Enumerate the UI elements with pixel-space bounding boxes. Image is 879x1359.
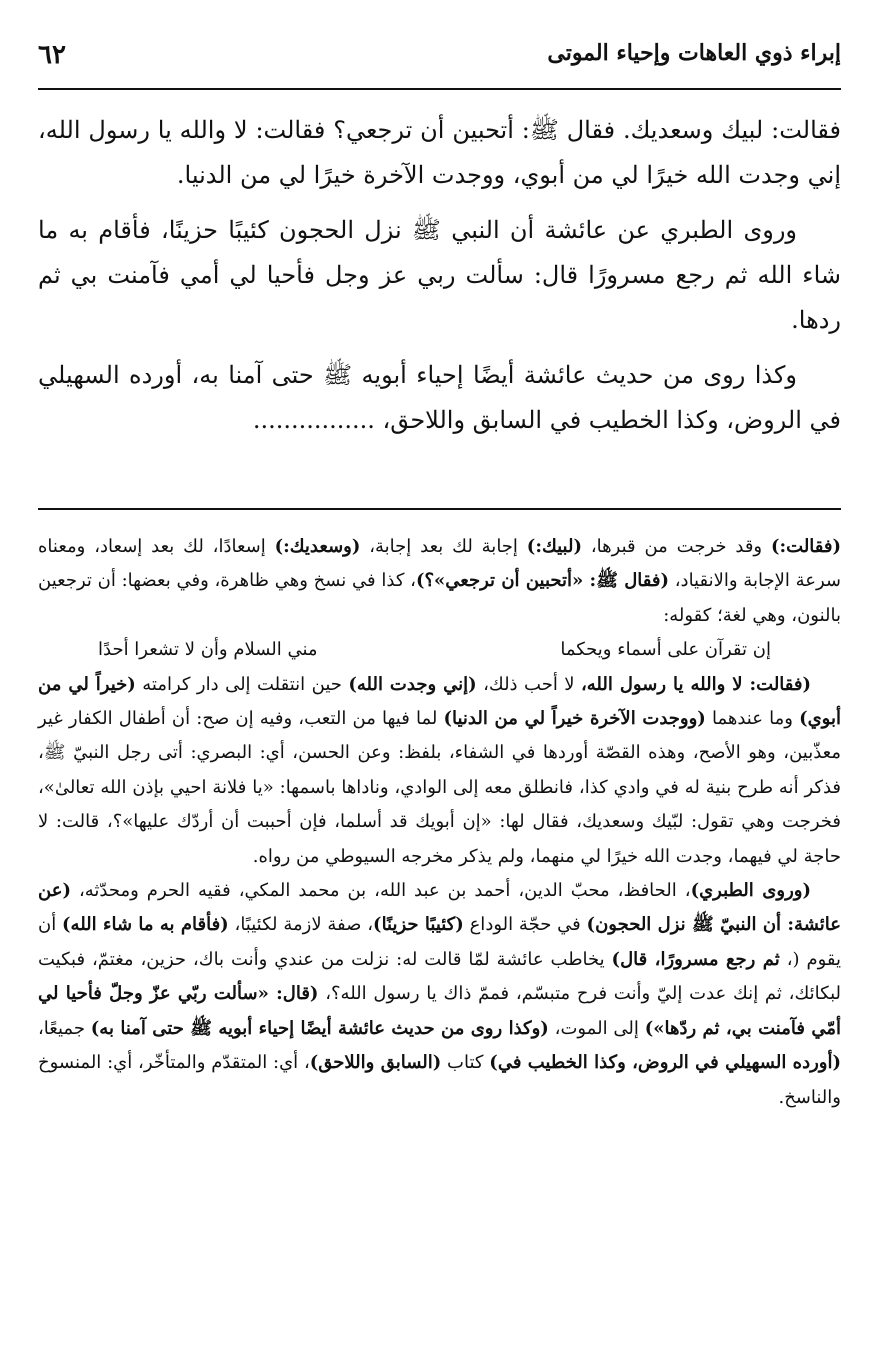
verse-first-hemistich: إن تقرآن على أسماء ويحكما — [560, 639, 771, 661]
main-paragraph-3: وكذا روى من حديث عائشة أيضًا إحياء أبويه ﷺ حتى آمنا به، أورده السهيلي في الروض، وكذا الخطيب في السابق واللاحق، ................ — [38, 361, 841, 434]
gloss: جميعًا، — [38, 1017, 91, 1039]
header-rule — [38, 88, 841, 90]
gloss: في حجّة الوداع — [463, 914, 587, 936]
running-title: إبراء ذوي العاهات وإحياء الموتى — [547, 40, 841, 66]
gloss: ، صفة لازمة لكئيبًا، — [228, 914, 374, 936]
lemma: (فأقام به ما شاء الله) — [62, 914, 229, 936]
commentary-paragraph-3 — [38, 874, 841, 1115]
gloss: إسعادًا، لك بعد إسعاد، ومعناه سرعة الإجابة والانقياد، — [38, 536, 841, 592]
lemma: (فقالت: لا والله يا رسول الله، — [580, 673, 812, 695]
gloss: حين انتقلت إلى دار كرامته — [135, 673, 349, 695]
lemma: (السابق واللاحق) — [309, 1052, 442, 1074]
gloss: يخاطب عائشة لمّا قالت له: نزلت من عندي وأنت باك، حزين، مغتمّ، فبكيت لبكائك، ثم إنك عدت إليّ وأنت فرح متبسّم، فممّ ذاك يا رسول الله؟، — [38, 948, 841, 1005]
gloss: ، الحافظ، محبّ الدين، أحمد بن عبد الله، بن محمد المكي، فقيه الحرم ومحدّثه، — [70, 880, 691, 902]
gloss: وما عندهما — [705, 708, 800, 730]
lemma: (فقالت:) — [770, 536, 842, 557]
lemma: (كئيبًا حزينًا) — [373, 914, 464, 936]
commentary-paragraph-1 — [38, 530, 841, 633]
footnote-separator — [38, 508, 841, 510]
gloss: وقد خرجت من قبرها، — [582, 536, 771, 557]
lemma: (إني وجدت الله) — [348, 673, 477, 695]
gloss: ، أي: المتقدّم والمتأخّر، أي: المنسوخ والناسخ. — [38, 1052, 841, 1108]
page-number: ٦٢ — [38, 40, 66, 70]
main-paragraph-1: فقالت: لبيك وسعديك. فقال ﷺ: أتحبين أن ترجعي؟ فقالت: لا والله يا رسول الله، إني وجدت الله خيرًا لي من أبوي، ووجدت الآخرة خيرًا لي من الدنيا. — [38, 116, 841, 189]
main-text — [38, 108, 841, 453]
lemma: (وكذا روى من حديث عائشة أيضًا إحياء أبويه ﷺ حتى آمنا به) — [90, 1017, 549, 1039]
lemma: (ووجدت الآخرة خيراً لي من الدنيا) — [443, 708, 706, 730]
commentary-paragraph-2 — [38, 668, 841, 874]
lemma: ثم رجع مسرورًا، قال) — [611, 948, 780, 970]
gloss: ، كذا في نسخ وهي ظاهرة، وفي بعضها: أن ترجعين بالنون، وهي لغة؛ كقوله: — [38, 570, 841, 626]
lemma: (خيراً لي من أبوي) — [38, 673, 841, 730]
gloss: إلى الموت، — [548, 1017, 645, 1039]
lemma: (أورده السهيلي في الروض، وكذا الخطيب في) — [489, 1052, 842, 1074]
gloss: إجابة لك بعد إجابة، — [360, 536, 527, 557]
gloss: لا أحب ذلك، — [476, 673, 581, 695]
gloss: لما فيها من التعب، وفيه إن صح: أن أطفال الكفار غير معذّبين، وهو الأصح، وهذه القصّة أوردها في الشفاء، بلفظ: وعن الحسن، أي: البصري: أتى رجل النبيّ ﷺ، فذكر أنه طرح بنية له في وادي كذا، فانطلق معه إلى الوادي، وناداها باسمها: «يا فلانة احيي بإذن الله تعالىٰ»، فخرجت وهي تقول: لبّيك وسعديك، فقال لها: «إن أبويك قد أسلما، فإن أحببت أن أردّك عليها»؟، قالت: لا حاجة لي فيهما، وجدت الله خيرًا لي منهما، ولم يذكر مخرجه السيوطي من رواه. — [38, 708, 841, 867]
verse-second-hemistich: مني السلام وأن لا تشعرا أحدًا — [98, 639, 318, 661]
lemma: (وروى الطبري) — [690, 880, 811, 902]
lemma: (عن عائشة: أن النبيّ ﷺ نزل الحجون) — [38, 880, 841, 936]
lemma: (فقال ﷺ: «أتحبين أن ترجعي»؟) — [415, 570, 670, 592]
lemma: (لبيك:) — [526, 536, 582, 557]
main-paragraph-2: وروى الطبري عن عائشة أن النبي ﷺ نزل الحجون كئيبًا حزينًا، فأقام به ما شاء الله ثم رجع مسرورًا قال: سألت ربي عز وجل فأحيا لي أمي فآمنت بي ثم ردها. — [38, 216, 841, 334]
gloss: أن يقوم (، — [38, 914, 842, 970]
poetry-verse — [38, 633, 841, 667]
lemma: (قال: «سألت ربّي عزّ وجلّ فأحيا لي أمّي فآمنت بي، ثم ردّها») — [38, 983, 841, 1039]
gloss: كتاب — [441, 1052, 490, 1074]
lemma: (وسعديك:) — [274, 536, 361, 557]
running-header — [38, 40, 841, 90]
commentary — [38, 530, 841, 1115]
